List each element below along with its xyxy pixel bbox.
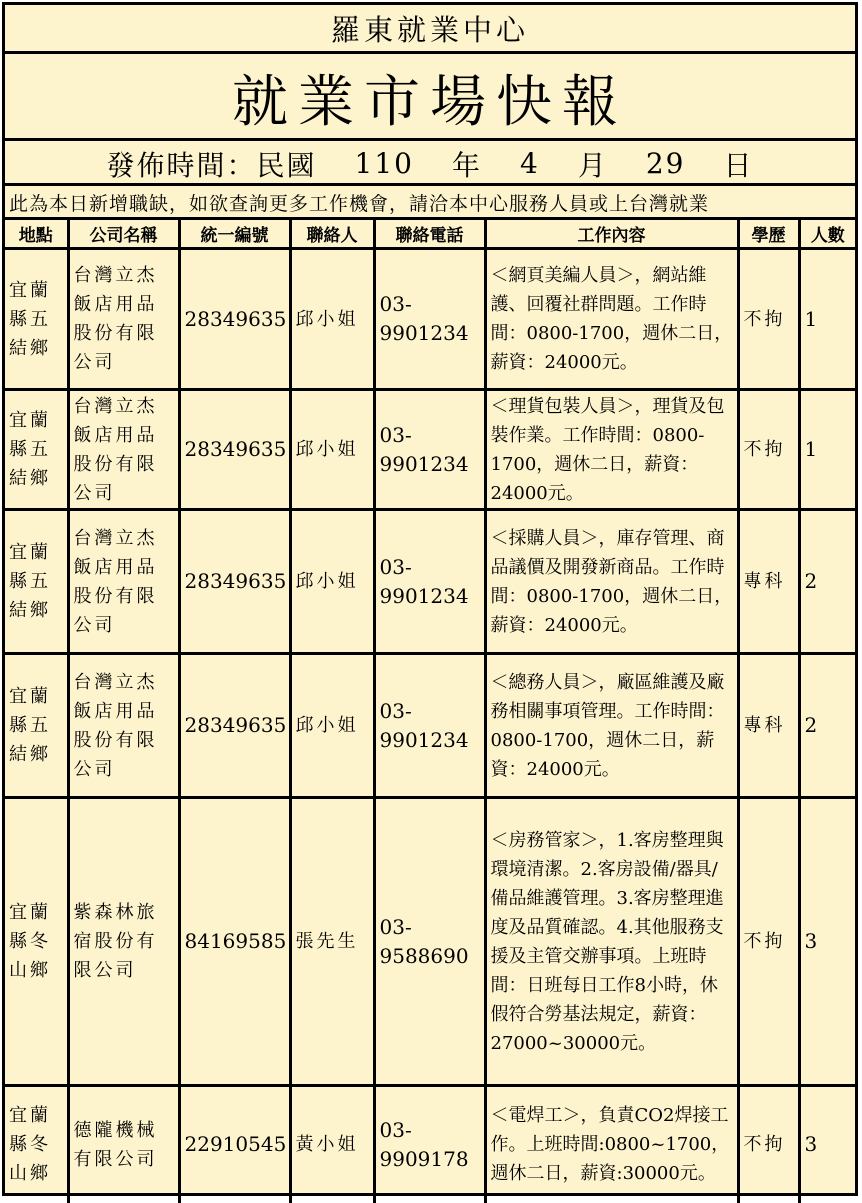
cell-education: 專科 <box>738 654 799 798</box>
cell-contact: 黃小姐 <box>290 1086 374 1203</box>
cell-phone: 03-9909178 <box>374 1086 485 1203</box>
column-header-company: 公司名稱 <box>68 219 179 249</box>
cell-contact: 邱小姐 <box>290 390 374 510</box>
cell-contact: 邱小姐 <box>290 249 374 390</box>
job-bulletin-sheet <box>2 2 858 1196</box>
table-row <box>5 654 855 798</box>
cell-phone: 03-9901234 <box>374 390 485 510</box>
cell-location: 宜蘭縣冬山鄉 <box>5 798 68 1086</box>
cell-company: 台灣立杰飯店用品股份有限公司 <box>68 390 179 510</box>
cell-company: 台灣立杰飯店用品股份有限公司 <box>68 249 179 390</box>
cell-job-content: ＜網頁美編人員＞，網站維護、回覆社群問題。工作時間：0800-1700，週休二日，薪資：24000元。 <box>485 249 738 390</box>
cell-phone: 03-9901234 <box>374 249 485 390</box>
cell-count: 2 <box>799 654 855 798</box>
table-row <box>5 249 855 390</box>
cell-job-content: ＜房務管家＞，1.客房整理與環境清潔。2.客房設備/器具/備品維護管理。3.客房整理進度及品質確認。4.其他服務支援及主管交辦事項。上班時間：日班每日工作8小時，休假符合勞基法規定，薪資：27000~30000元。 <box>485 798 738 1086</box>
column-header-tax-id: 統一編號 <box>179 219 290 249</box>
cell-tax-id: 28349635 <box>179 249 290 390</box>
cell-company: 台灣立杰飯店用品股份有限公司 <box>68 654 179 798</box>
publish-day-unit: 日 <box>723 148 754 182</box>
cell-education: 不拘 <box>738 1086 799 1203</box>
publish-year: 110 <box>354 147 414 180</box>
cell-tax-id: 84169585 <box>179 798 290 1086</box>
cell-education: 專科 <box>738 510 799 654</box>
table-row <box>5 1086 855 1203</box>
cell-education: 不拘 <box>738 249 799 390</box>
cell-count: 1 <box>799 249 855 390</box>
cell-job-content: ＜總務人員＞，廠區維護及廠務相關事項管理。工作時間：0800-1700，週休二日，薪資：24000元。 <box>485 654 738 798</box>
cell-location: 宜蘭縣五結鄉 <box>5 654 68 798</box>
cell-tax-id: 28349635 <box>179 390 290 510</box>
cell-education: 不拘 <box>738 798 799 1086</box>
cell-company: 台灣立杰飯店用品股份有限公司 <box>68 510 179 654</box>
publish-date <box>5 144 855 186</box>
publish-date-label: 發佈時間：民國 <box>106 148 317 182</box>
report-title: 就業市場快報 <box>5 57 855 141</box>
cell-count: 3 <box>799 798 855 1086</box>
cell-contact: 邱小姐 <box>290 654 374 798</box>
column-header-job-content: 工作內容 <box>485 219 738 249</box>
cell-contact: 邱小姐 <box>290 510 374 654</box>
cell-job-content: ＜電焊工＞，負責CO2焊接工作。上班時間:0800~1700，週休二日，薪資:30000元。 <box>485 1086 738 1203</box>
table-row <box>5 510 855 654</box>
cell-phone: 03-9588690 <box>374 798 485 1086</box>
cell-tax-id: 28349635 <box>179 510 290 654</box>
publish-year-unit: 年 <box>451 148 482 182</box>
cell-location: 宜蘭縣五結鄉 <box>5 510 68 654</box>
center-name: 羅東就業中心 <box>5 5 855 54</box>
cell-tax-id: 22910545 <box>179 1086 290 1203</box>
cell-job-content: ＜理貨包裝人員＞，理貨及包裝作業。工作時間：0800-1700，週休二日，薪資：24000元。 <box>485 390 738 510</box>
job-vacancy-table <box>5 217 855 1203</box>
cell-count: 3 <box>799 1086 855 1203</box>
cell-phone: 03-9901234 <box>374 654 485 798</box>
cell-location: 宜蘭縣五結鄉 <box>5 390 68 510</box>
cell-phone: 03-9901234 <box>374 510 485 654</box>
cell-count: 2 <box>799 510 855 654</box>
publish-month: 4 <box>519 147 540 180</box>
table-row <box>5 390 855 510</box>
cell-location: 宜蘭縣五結鄉 <box>5 249 68 390</box>
column-header-contact: 聯絡人 <box>290 219 374 249</box>
column-header-location: 地點 <box>5 219 68 249</box>
publish-day: 29 <box>645 147 686 180</box>
cell-company: 德隴機械有限公司 <box>68 1086 179 1203</box>
column-header-phone: 聯絡電話 <box>374 219 485 249</box>
cell-count: 1 <box>799 390 855 510</box>
publish-month-unit: 月 <box>577 148 608 182</box>
table-header-row <box>5 219 855 249</box>
column-header-education: 學歷 <box>738 219 799 249</box>
cell-tax-id: 28349635 <box>179 654 290 798</box>
cell-job-content: ＜採購人員＞，庫存管理、商品議價及開發新商品。工作時間：0800-1700，週休二日，薪資：24000元。 <box>485 510 738 654</box>
cell-company: 紫森林旅宿股份有限公司 <box>68 798 179 1086</box>
table-row <box>5 798 855 1086</box>
notice-text: 此為本日新增職缺，如欲查詢更多工作機會，請洽本中心服務人員或上台灣就業 <box>9 192 710 215</box>
cell-location: 宜蘭縣冬山鄉 <box>5 1086 68 1203</box>
cell-contact: 張先生 <box>290 798 374 1086</box>
column-header-count: 人數 <box>799 219 855 249</box>
cell-education: 不拘 <box>738 390 799 510</box>
